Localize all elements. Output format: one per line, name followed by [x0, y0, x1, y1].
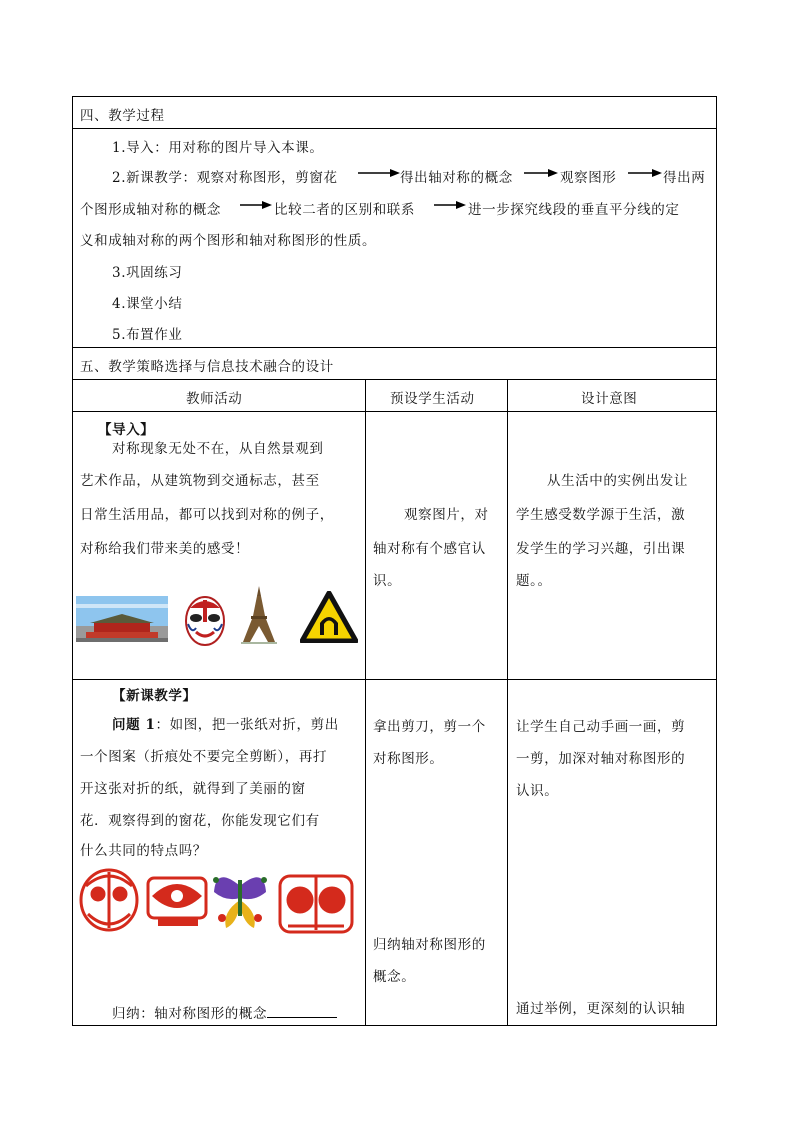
lesson-student-line: 对称图形。	[373, 751, 444, 767]
step-2-line3: 义和成轴对称的两个图形和轴对称图形的性质。	[80, 233, 377, 249]
arrow-icon	[240, 200, 272, 210]
step-3: 3.巩固练习	[112, 265, 183, 281]
paper-cut-images	[76, 866, 358, 938]
tunnel-sign-image	[300, 591, 358, 643]
intro-line: 日常生活用品，都可以找到对称的例子，	[80, 507, 334, 523]
question-line: 开这张对折的纸，就得到了美丽的窗	[80, 781, 306, 797]
arrow-icon	[628, 168, 662, 178]
eiffel-tower-image	[241, 586, 277, 644]
opera-mask-image	[182, 594, 228, 646]
step-1: 1.导入：用对称的图片导入本课。	[112, 140, 324, 156]
paper-cut-dragons	[81, 870, 137, 930]
lesson-intent-line: 一剪，加深对轴对称图形的	[516, 751, 686, 767]
tiananmen-image	[76, 596, 168, 642]
intro-line: 对称给我们带来美的感受！	[80, 541, 250, 557]
step-2-get: 得出两	[663, 170, 706, 186]
header-student: 预设学生活动	[390, 391, 475, 407]
lesson-intent-line: 让学生自己动手画一画，剪	[516, 719, 686, 735]
step-2-line2a: 个图形成轴对称的概念	[80, 202, 221, 218]
arrow-icon	[358, 168, 400, 178]
step-2-observe: 观察图形	[560, 170, 617, 186]
new-lesson-heading: 【新课教学】	[112, 688, 197, 704]
lesson-intent-line: 通过举例，更深刻的认识轴	[516, 1001, 686, 1017]
intro-heading: 【导入】	[98, 422, 155, 438]
section5-title: 五、教学策略选择与信息技术融合的设计	[80, 359, 334, 375]
step-2-text: 2.新课教学：观察对称图形，剪窗花	[112, 170, 338, 186]
lesson-student-line: 归纳轴对称图形的	[373, 937, 486, 953]
step-2-line2b: 比较二者的区别和联系	[274, 202, 415, 218]
step-4: 4.课堂小结	[112, 296, 183, 312]
step-2-line2c: 进一步探究线段的垂直平分线的定	[468, 202, 680, 218]
intro-student-line: 观察图片，对	[404, 507, 489, 523]
arrow-icon	[524, 168, 558, 178]
question-first-line: ：如图，把一张纸对折，剪出	[155, 717, 339, 733]
intro-line: 艺术作品，从建筑物到交通标志，甚至	[80, 473, 320, 489]
conclude-text: 归纳：轴对称图形的概念	[112, 1006, 268, 1022]
intro-intent-line: 题。。	[516, 573, 552, 589]
question-line: 什么共同的特点吗？	[80, 843, 207, 859]
question-line: 一个图案（折痕处不要完全剪断），再打	[80, 749, 328, 765]
header-teacher: 教师活动	[186, 391, 243, 407]
paper-cut-phoenix	[148, 878, 206, 926]
conclude-line	[112, 1002, 337, 1022]
intro-intent-line: 学生感受数学源于生活，激	[516, 507, 686, 523]
lesson-intent-line: 认识。	[516, 783, 559, 799]
intro-student-line: 轴对称有个感官认	[373, 541, 486, 557]
step-5: 5.布置作业	[112, 327, 183, 343]
intro-intent-line: 发学生的学习兴趣，引出课	[516, 541, 686, 557]
step-2-concept: 得出轴对称的概念	[400, 170, 513, 186]
question-line: 花．观察得到的窗花，你能发现它们有	[80, 813, 320, 829]
lesson-student-line: 概念。	[373, 969, 416, 985]
paper-cut-butterfly	[213, 877, 267, 928]
intro-student-line: 识。	[373, 573, 402, 589]
section4-title: 四、教学过程	[80, 108, 165, 124]
header-intent: 设计意图	[581, 391, 638, 407]
arrow-icon	[434, 200, 466, 210]
lesson-student-line: 拿出剪刀，剪一个	[373, 719, 486, 735]
intro-intent-line: 从生活中的实例出发让	[547, 473, 688, 489]
fill-blank	[267, 1005, 337, 1018]
intro-line: 对称现象无处不在，从自然景观到	[112, 441, 324, 457]
paper-cut-lions	[280, 876, 352, 932]
question-line	[112, 710, 339, 740]
question-label: 问题 1	[112, 717, 156, 733]
